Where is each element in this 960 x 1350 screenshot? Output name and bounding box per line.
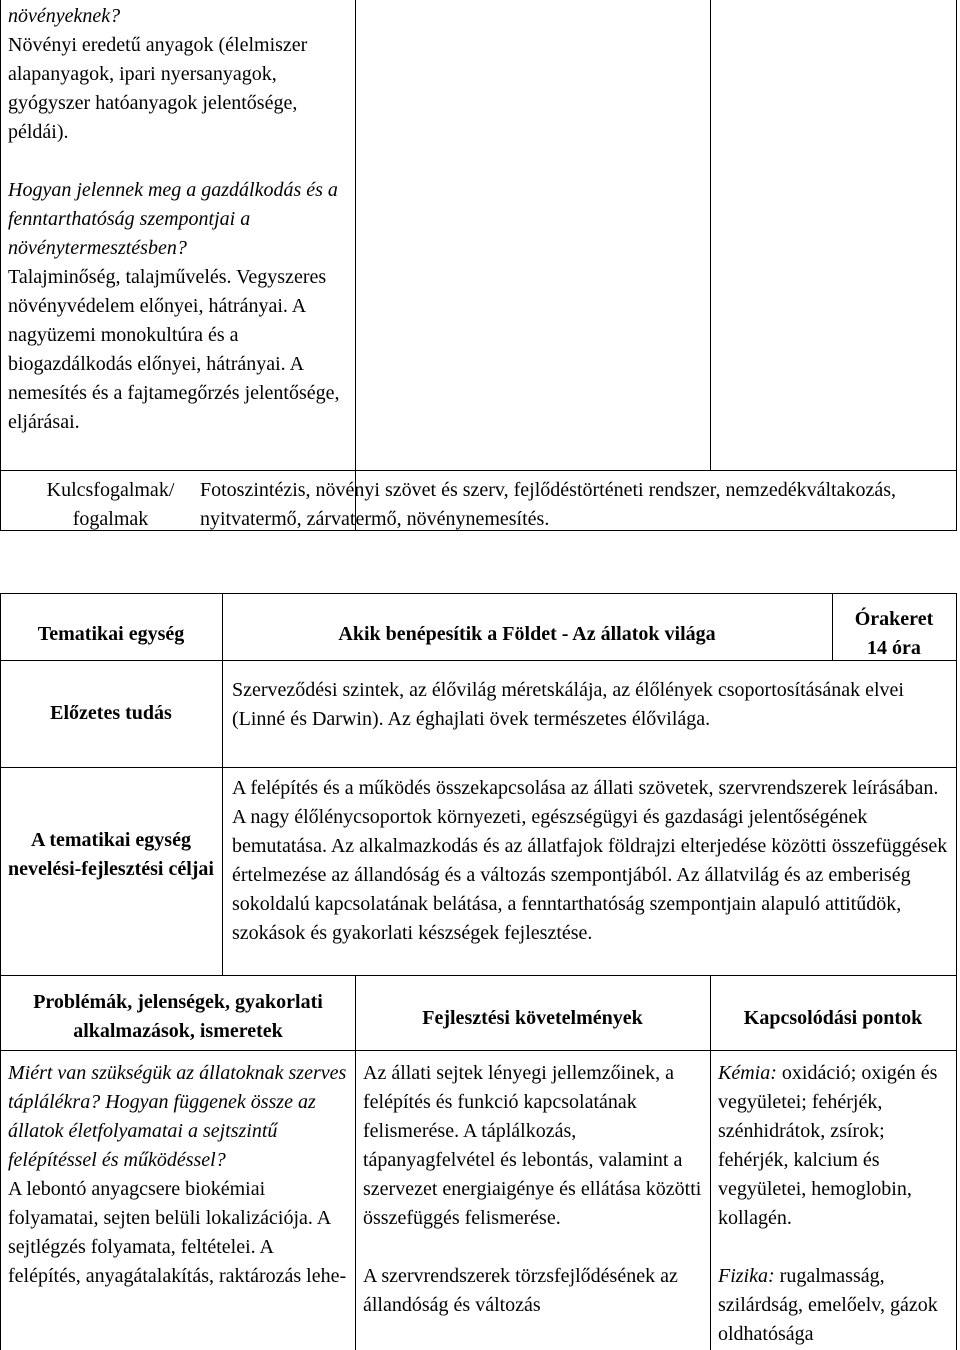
prior-knowledge-label: Előzetes tudás — [50, 702, 172, 724]
goals-label: A tematikai egység nevelési-fejlesztési céljai — [7, 829, 214, 880]
t1-mid-border-2 — [710, 0, 711, 470]
requirements-text-2: A szervrendszerek törzsfejlődésének az állandóság és változás — [363, 1265, 678, 1316]
connections-cell — [718, 1059, 952, 1349]
chemistry-text: oxidáció; oxigén és vegyületei; fehérjék, szénhidrátok, zsírok; fehérjék, kalcium és vegyületei, hemoglobin, kollagén. — [718, 1062, 938, 1229]
hours-label: Órakeret — [854, 608, 934, 630]
t1-row-divider — [0, 470, 957, 471]
t2-divider-2 — [0, 767, 957, 768]
animals-question: Miért van szükségük az állatoknak szerves táplálékra? Hogyan függenek össze az állatok életfolyamatai a sejtszintű felépítéssel és működéssel? — [8, 1062, 347, 1171]
t2-top-border — [0, 593, 957, 594]
metabolism-text: A lebontó anyagcsere biokémiai folyamatai, sejten belüli lokalizációja. A sejtlégzés folyamata, feltételei. A felépítés, anyagátalakítás, raktározás lehe- — [8, 1178, 347, 1287]
farming-question: Hogyan jelennek meg a gazdálkodás és a fenntarthatóság szempontjai a növénytermesztésben? — [8, 179, 338, 259]
t1-mid-border-1 — [355, 0, 356, 530]
physics-connection — [718, 1262, 952, 1349]
t1-left-border — [0, 0, 1, 530]
lead-question: növényeknek? — [8, 5, 121, 27]
t2-divider-4 — [0, 1050, 957, 1051]
physics-label: Fizika: — [718, 1265, 775, 1287]
header-connections: Kapcsolódási pontok — [743, 1007, 923, 1029]
t1-right-border — [956, 0, 957, 530]
goals-text: A felépítés és a működés összekapcsolása az állati szövetek, szervrendszerek leírásában. A nagy élőlénycsoportok környezeti, egészségügyi és gazdasági jelentőségének bemutatása. Az alkalmazkodás és az állatfajok földrajzi elterjedése közötti összefüggések értelmezése az állandóság és a változás szempontjából. Az állatvilág és az emberiség sokoldalú kapcsolatának belátása, a fenntarthatóság szempontjain alapuló attitűdök, szokások és gyakorlati készségek fejlesztése. — [232, 777, 948, 944]
header-requirements: Fejlesztési követelmények — [422, 1007, 643, 1029]
physics-text: rugalmasság, szilárdság, emelőelv, gázok oldhatósága — [718, 1265, 938, 1345]
top-left-cell — [8, 2, 353, 437]
keywords-text: Fotoszintézis, növényi szövet és szerv, fejlődéstörténeti rendszer, nemzedékváltakozás, nyitvatermő, zárvatermő, növénynemesítés. — [200, 479, 896, 530]
problems-cell — [8, 1059, 350, 1291]
requirements-text-1: Az állati sejtek lényegi jellemzőinek, a felépítés és funkció kapcsolatának felismerése. A táplálkozás, tápanyagfelvétel és lebontás, valamint a szervezet energiaigénye és ellátása közötti összefüggés felismerése. — [363, 1062, 702, 1229]
header-problems: Problémák, jelenségek, gyakorlati alkalmazások, ismeretek — [33, 991, 323, 1042]
unit-title: Akik benépesítik a Földet - Az állatok világa — [338, 623, 716, 645]
keywords-label: Kulcsfogalmak/ fogalmak — [46, 479, 175, 530]
chemistry-label: Kémia: — [718, 1062, 777, 1084]
prior-knowledge-text: Szerveződési szintek, az élővilág méretskálája, az élőlények csoportosításának elvei (Linné és Darwin). Az éghajlati övek természetes élővilága. — [232, 679, 904, 730]
farming-text: Talajminőség, talajművelés. Vegyszeres növényvédelem előnyei, hátrányai. A nagyüzemi monokultúra és a biogazdálkodás előnyei, hátrányai. A nemesítés és a fajtamegőrzés jelentősége, eljárásai. — [8, 266, 340, 433]
t2-divider-3 — [0, 975, 957, 976]
hours-value: 14 óra — [867, 637, 921, 659]
requirements-cell — [363, 1059, 705, 1320]
t2-label-col-border — [222, 593, 223, 975]
unit-label: Tematikai egység — [37, 623, 185, 645]
plant-materials-text: Növényi eredetű anyagok (élelmiszer alapanyagok, ipari nyersanyagok, gyógyszer hatóanyagok jelentősége, példái). — [8, 34, 308, 143]
chemistry-connection — [718, 1059, 952, 1233]
t2-divider-1 — [0, 660, 957, 661]
t2-right-border — [956, 593, 957, 1350]
